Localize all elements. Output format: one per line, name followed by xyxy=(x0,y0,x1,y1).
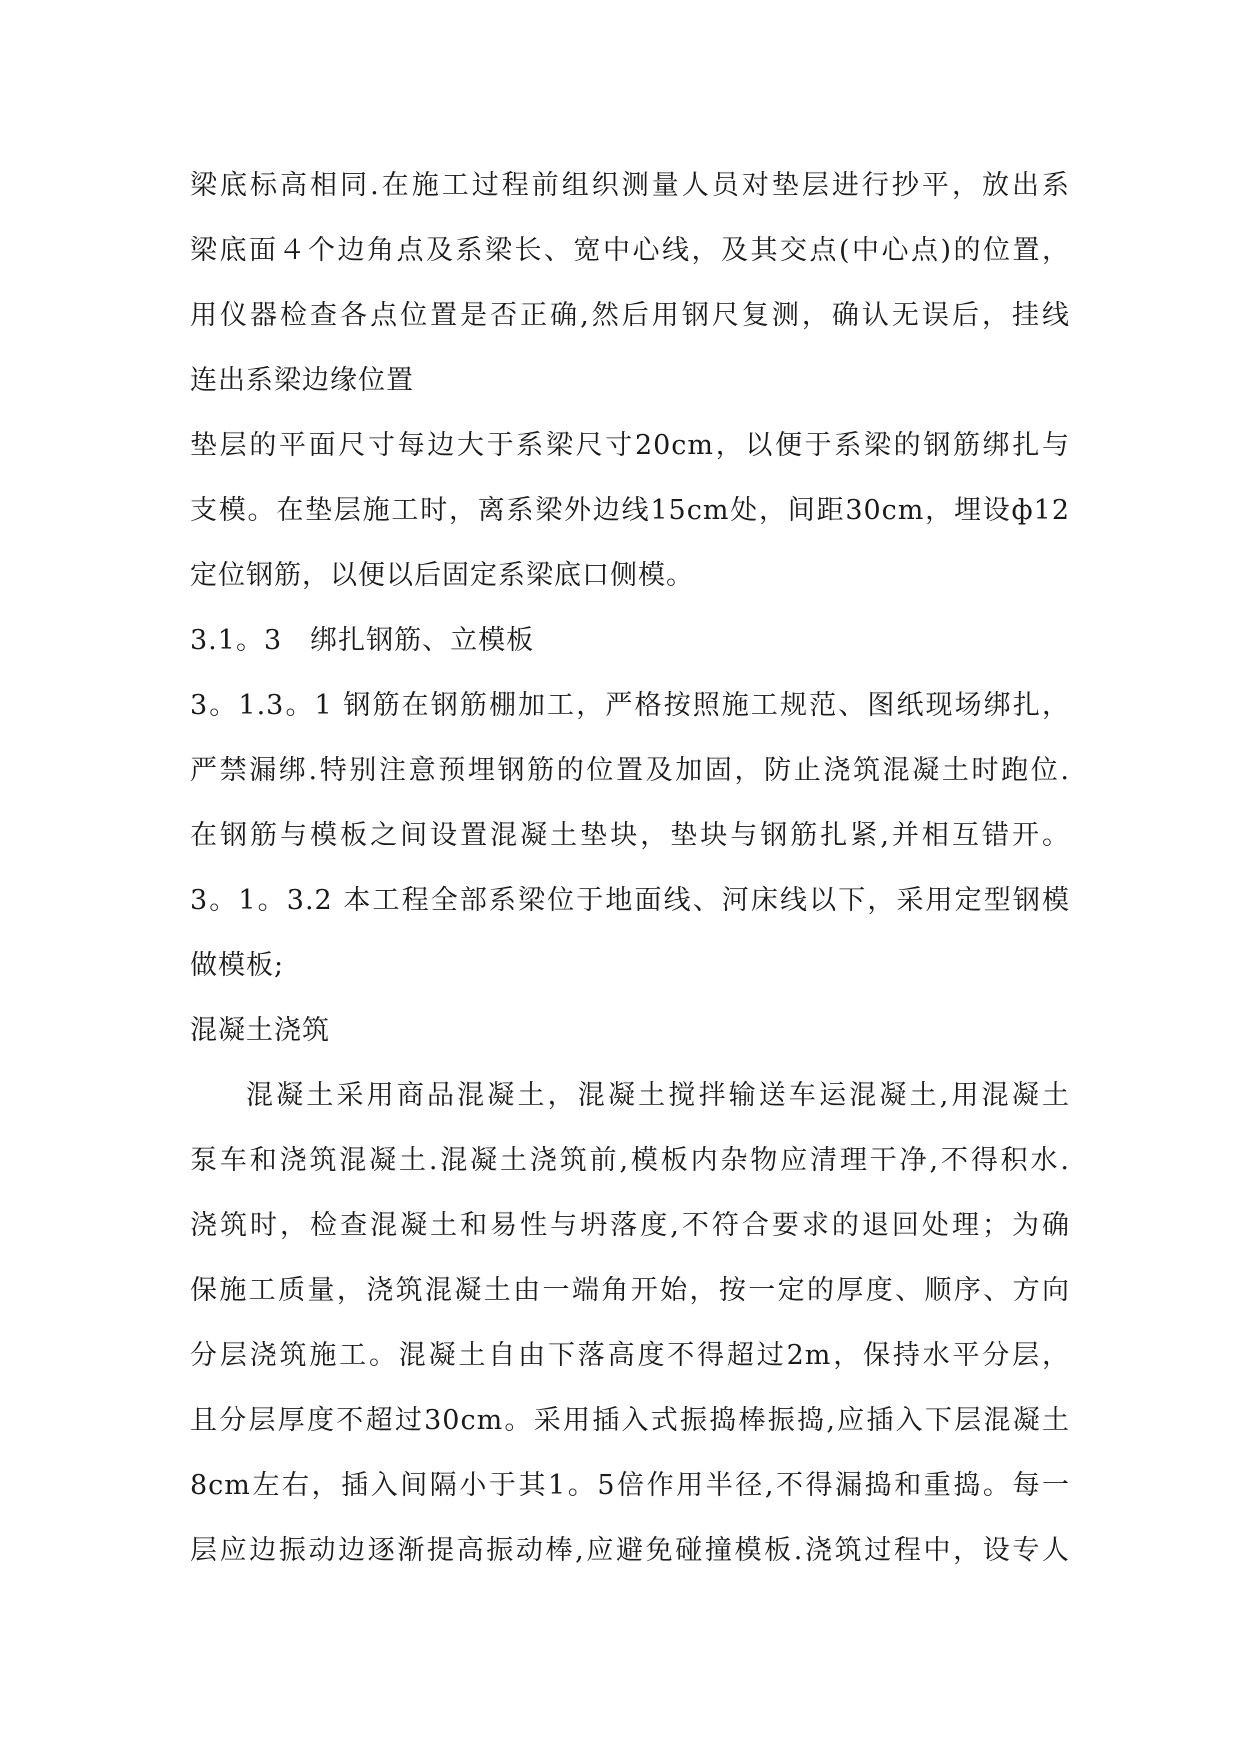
text-line-2: 梁底面４个边角点及系梁长、宽中心线，及其交点(中心点)的位置， xyxy=(190,235,1070,266)
text-line-6: 支模。在垫层施工时，离系梁外边线15cm处，间距30cm，埋设ф12 xyxy=(190,495,1070,526)
text-line-15: 混凝土采用商品混凝土，混凝土搅拌输送车运混凝土,用混凝土 xyxy=(246,1080,1070,1111)
document-body xyxy=(190,164,1070,1594)
text-line-1: 梁底标高相同.在施工过程前组织测量人员对垫层进行抄平，放出系 xyxy=(190,170,1070,201)
text-line-13: 做模板; xyxy=(190,950,285,981)
text-line-11: 在钢筋与模板之间设置混凝土垫块，垫块与钢筋扎紧,并相互错开。 xyxy=(190,820,1070,851)
text-line-22: 层应边振动边逐渐提高振动棒,应避免碰撞模板.浇筑过程中，设专人 xyxy=(190,1535,1070,1566)
text-line-4: 连出系梁边缘位置 xyxy=(190,365,414,396)
text-line-5: 垫层的平面尺寸每边大于系梁尺寸20cm，以便于系梁的钢筋绑扎与 xyxy=(190,430,1070,461)
text-line-20: 且分层厚度不超过30cm。采用插入式振捣棒振捣,应插入下层混凝土 xyxy=(190,1405,1070,1436)
text-line-7: 定位钢筋，以便以后固定系梁底口侧模。 xyxy=(190,560,694,591)
text-line-21: 8cm左右，插入间隔小于其1。5倍作用半径,不得漏捣和重捣。每一 xyxy=(190,1470,1070,1501)
text-line-12: 3。1。3.2 本工程全部系梁位于地面线、河床线以下，采用定型钢模 xyxy=(190,885,1070,916)
text-line-16: 泵车和浇筑混凝土.混凝土浇筑前,模板内杂物应清理干净,不得积水. xyxy=(190,1145,1070,1176)
section-heading-3-1-3: 3.1。3 绑扎钢筋、立模板 xyxy=(190,625,535,656)
section-heading-concrete-pouring: 混凝土浇筑 xyxy=(190,1015,330,1046)
text-line-9: 3。1.3。1 钢筋在钢筋棚加工，严格按照施工规范、图纸现场绑扎， xyxy=(190,690,1070,721)
text-line-3: 用仪器检查各点位置是否正确,然后用钢尺复测，确认无误后，挂线 xyxy=(190,300,1070,331)
text-line-19: 分层浇筑施工。混凝土自由下落高度不得超过2m，保持水平分层， xyxy=(190,1340,1070,1371)
text-line-18: 保施工质量，浇筑混凝土由一端角开始，按一定的厚度、顺序、方向 xyxy=(190,1275,1070,1306)
text-line-10: 严禁漏绑.特别注意预埋钢筋的位置及加固，防止浇筑混凝土时跑位. xyxy=(190,755,1070,786)
text-line-17: 浇筑时，检查混凝土和易性与坍落度,不符合要求的退回处理；为确 xyxy=(190,1210,1070,1241)
